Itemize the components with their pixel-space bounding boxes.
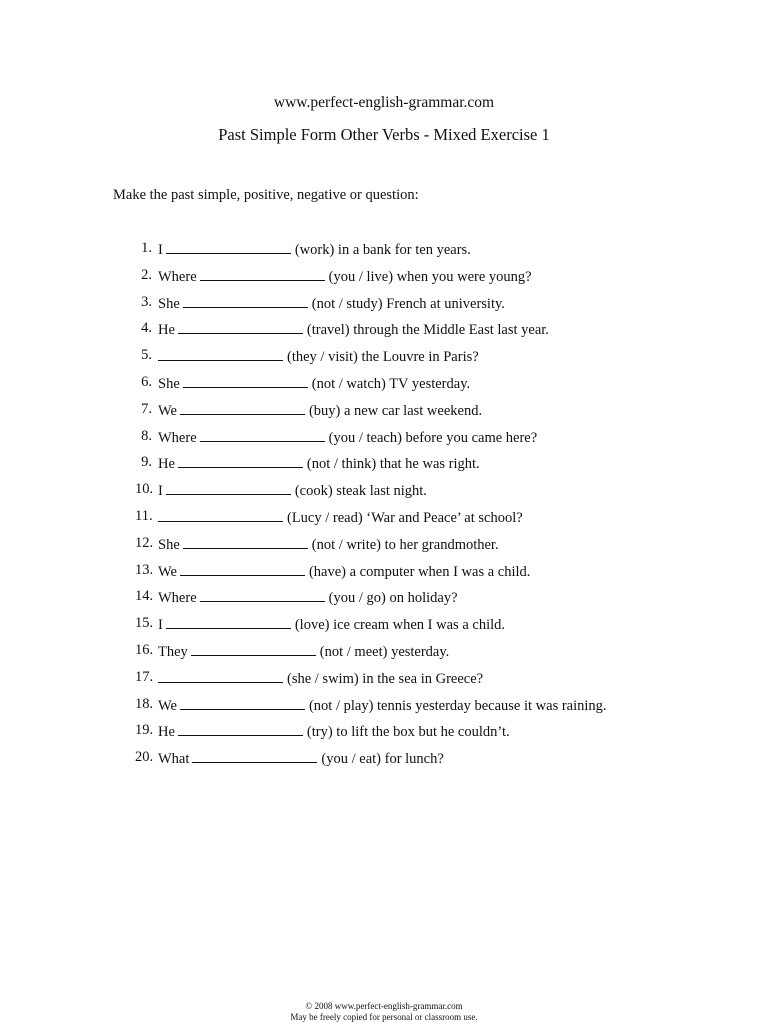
item-prompt: (have) a computer when I was a child. [308,563,531,580]
item-subject: He [158,724,175,741]
item-subject: I [158,242,163,258]
item-subject: She [158,375,180,392]
item-prompt: (you / go) on holiday? [328,590,458,607]
answer-blank[interactable] [180,696,305,710]
answer-blank[interactable] [200,267,325,281]
item-prompt: (not / think) that he was right. [306,456,480,473]
item-subject: They [158,643,188,660]
answer-blank[interactable] [180,562,305,576]
answer-blank[interactable] [166,481,291,495]
item-prompt: (love) ice cream when I was a child. [294,617,505,634]
answer-blank[interactable] [158,347,283,361]
item-prompt: (cook) steak last night. [294,483,427,500]
site-url: www.perfect-english-grammar.com [273,94,495,111]
item-number: 9. [141,454,152,471]
item-prompt: (you / teach) before you came here? [328,429,538,446]
item-number: 17. [135,668,154,685]
answer-blank[interactable] [200,428,325,442]
item-prompt: (you / eat) for lunch? [321,751,444,768]
item-subject: We [158,697,177,714]
item-prompt: (she / swim) in the sea in Greece? [287,670,484,687]
answer-blank[interactable] [192,749,317,763]
item-prompt: (not / study) French at university. [311,295,505,312]
answer-blank[interactable] [183,535,308,549]
item-subject: We [158,563,177,580]
item-prompt: (try) to lift the box but he couldn’t. [306,724,510,741]
answer-blank[interactable] [178,722,303,736]
item-number: 6. [141,373,152,390]
item-prompt: (travel) through the Middle East last year. [306,322,549,339]
item-subject: She [158,295,180,312]
item-prompt: (not / play) tennis yesterday because it was raining. [308,697,607,714]
item-number: 18. [135,695,154,712]
item-subject: I [158,483,163,500]
footer [0,1001,768,1023]
answer-blank[interactable] [180,401,305,415]
answer-blank[interactable] [166,240,291,254]
answer-blank[interactable] [191,642,316,656]
item-number: 1. [141,240,152,256]
footer-usage-note: May be freely copied for personal or classroom use. [290,1012,478,1022]
item-number: 14. [135,588,154,605]
item-number: 2. [141,266,152,283]
item-prompt: (they / visit) the Louvre in Paris? [287,349,479,366]
item-number: 12. [135,534,154,551]
item-prompt: (not / write) to her grandmother. [311,536,499,553]
item-subject: Where [158,590,197,607]
item-prompt: (Lucy / read) ‘War and Peace’ at school? [287,509,523,526]
answer-blank[interactable] [183,294,308,308]
instruction-text: Make the past simple, positive, negative or question: [113,187,419,203]
item-subject: Where [158,429,197,446]
item-number: 10. [135,481,154,498]
page-title: Past Simple Form Other Verbs - Mixed Exercise 1 [218,125,550,144]
footer-copyright: © 2008 www.perfect-english-grammar.com [305,1001,463,1011]
item-prompt: (not / meet) yesterday. [319,643,450,660]
answer-blank[interactable] [178,454,303,468]
item-number: 5. [141,347,152,364]
item-number: 8. [141,427,152,444]
item-subject: We [158,402,177,419]
item-subject: He [158,456,175,473]
answer-blank[interactable] [158,508,283,522]
answer-blank[interactable] [158,669,283,683]
item-prompt: (buy) a new car last weekend. [308,402,483,419]
item-subject: What [158,751,190,768]
item-number: 19. [135,722,154,739]
item-number: 3. [141,293,152,310]
item-number: 7. [141,400,152,417]
item-number: 20. [135,749,154,766]
item-number: 15. [135,615,154,632]
item-subject: Where [158,268,197,285]
answer-blank[interactable] [178,320,303,334]
item-number: 11. [135,507,153,524]
item-number: 16. [135,641,154,658]
item-number: 4. [141,320,152,337]
item-subject: I [158,617,163,634]
answer-blank[interactable] [166,615,291,629]
item-subject: She [158,536,180,553]
item-subject: He [158,322,175,339]
answer-blank[interactable] [200,588,325,602]
item-prompt: (not / watch) TV yesterday. [311,375,471,392]
item-prompt: (work) in a bank for ten years. [294,242,471,258]
answer-blank[interactable] [183,374,308,388]
item-prompt: (you / live) when you were young? [328,268,532,285]
item-number: 13. [135,561,154,578]
